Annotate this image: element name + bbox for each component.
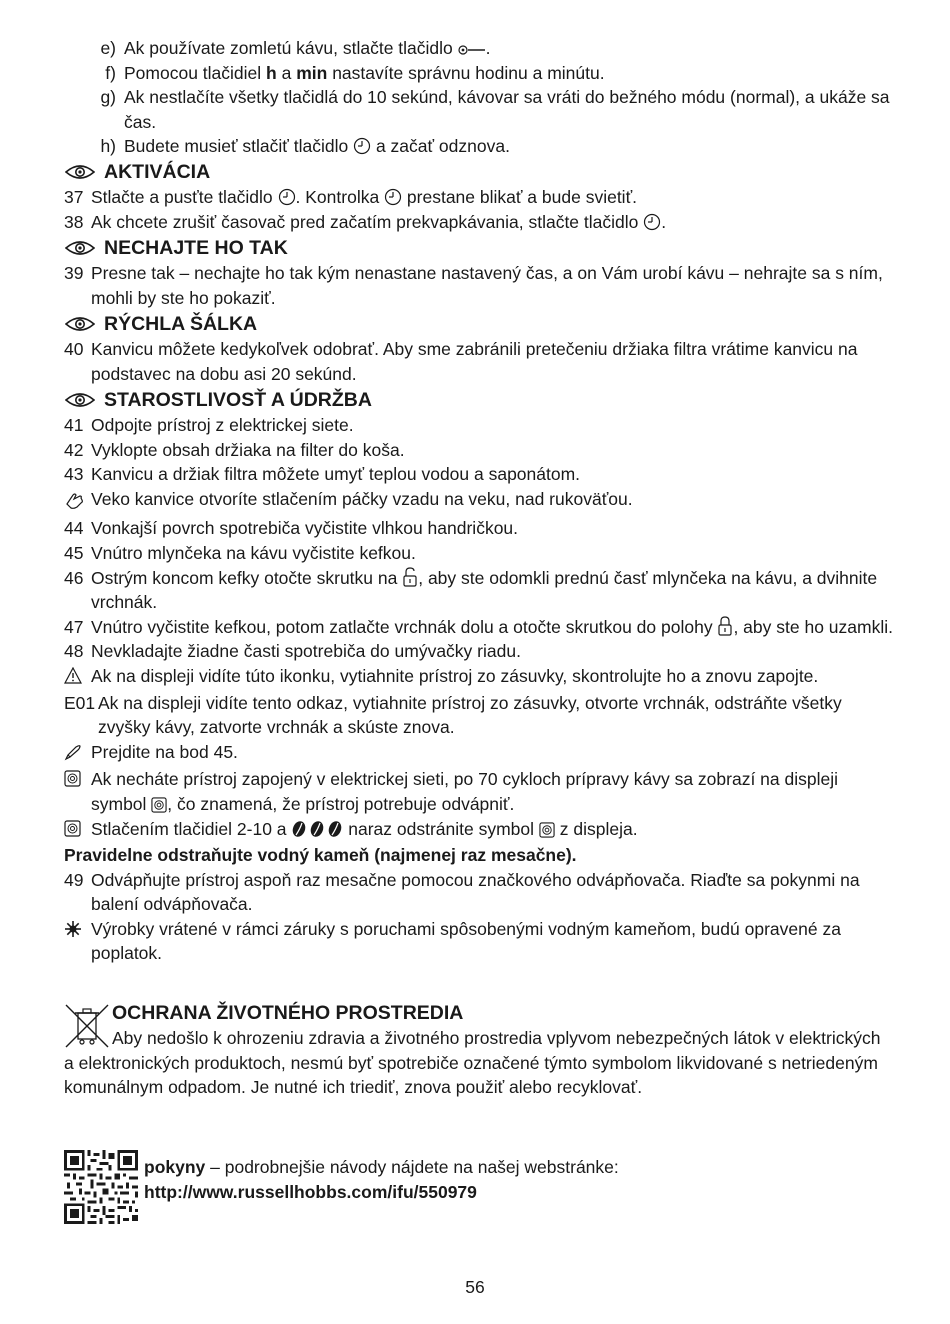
burst-icon (64, 920, 82, 938)
section-heading-leave: NECHAJTE HO TAK (64, 235, 894, 261)
list-item: 38 Ak chcete zrušiť časovač pred začatím prekvapkávania, stlačte tlačidlo . (64, 211, 667, 232)
step-label: g) (100, 87, 116, 108)
list-item: 48 Nevkladajte žiadne časti spotrebiča do umývačky riadu. (64, 641, 521, 662)
section-heading-quick: RÝCHLA ŠÁLKA (64, 311, 894, 337)
section-heading-care: STAROSTLIVOSŤ A ÚDRŽBA (64, 387, 894, 413)
descale-icon (64, 820, 81, 837)
ground-coffee-icon (458, 43, 486, 57)
list-item: 46 Ostrým koncom kefky otočte skrutku na , aby ste odomkli prednú časť mlynčeka na kávu, a dvihnite vrchnák. (64, 567, 878, 613)
brush-icon (64, 743, 82, 761)
list-item: 40 Kanvicu môžete kedykoľvek odobrať. Aby sme zabránili pretečeniu držiaka filtra vrátime kanvicu na podstavec na dobu asi 20 sekúnd. (64, 339, 858, 384)
care-list (64, 413, 894, 966)
clock-icon (384, 188, 402, 206)
list-item: Prejdite na bod 45. (64, 740, 894, 768)
descale-icon (539, 822, 555, 838)
environment-section (64, 1000, 894, 1100)
list-item: 44 Vonkajší povrch spotrebiča vyčistite vlhkou handričkou. (64, 518, 519, 539)
list-item: 42 Vyklopte obsah držiaka na filter do koša. (64, 439, 405, 460)
lock-icon (717, 616, 733, 636)
step-label: e) (100, 38, 116, 58)
clock-icon (278, 188, 296, 206)
weee-bin-icon (64, 1002, 110, 1050)
descale-note: Pravidelne odstraňujte vodný kameň (najmenej raz mesačne). (64, 845, 577, 866)
list-item: Veko kanvice otvoríte stlačením páčky vzadu na veku, nad rukoväťou. (64, 487, 894, 517)
page-number: 56 (465, 1277, 485, 1297)
section-heading-activation: AKTIVÁCIA (64, 159, 894, 185)
clock-icon (643, 213, 661, 231)
hand-press-icon (64, 490, 86, 510)
list-item: Ak na displeji vidíte túto ikonku, vytiahnite prístroj zo zásuvky, skontrolujte ho a znovu zapojte. (64, 664, 894, 691)
list-item: 39 Presne tak – nechajte ho tak kým nenastane nastavený čas, a on Vám urobí kávu – nehrajte sa s ním, mohli by ste ho pokaziť. (64, 263, 883, 308)
step-h: h) Budete musieť stlačiť tlačidlo a začať odznova. (64, 134, 894, 159)
qr-code (64, 1150, 138, 1224)
step-e: e) Ak používate zomletú kávu, stlačte tlačidlo . (64, 36, 894, 61)
list-item: Stlačením tlačidiel 2-10 a naraz odstránite symbol z displeja. (64, 817, 894, 844)
clock-icon (353, 137, 371, 155)
step-label: f) (105, 62, 116, 83)
list-item: Ak necháte prístroj zapojený v elektrickej sieti, po 70 cykloch prípravy kávy sa zobrazí na displeji symbol , čo znamená, že prístroj potrebuje odvápniť. (64, 767, 894, 816)
step-label: h) (100, 136, 116, 157)
descale-icon (64, 770, 81, 787)
list-item: 47 Vnútro vyčistite kefkou, potom zatlačte vrchnák dolu a otočte skrutkou do polohy , aby ste ho uzamkli. (64, 616, 893, 637)
sub-steps (64, 36, 894, 159)
list-item: 37 Stlačte a pusťte tlačidlo . Kontrolka prestane blikať a bude svietiť. (64, 187, 637, 207)
coffee-beans-icon (291, 820, 343, 838)
step-f: f) Pomocou tlačidiel h a min nastavíte správnu hodinu a minútu. (64, 61, 894, 86)
eye-icon (65, 239, 95, 257)
list-item: 43 Kanvicu a držiak filtra môžete umyť teplou vodou a saponátom. (64, 464, 581, 485)
list-item: 41 Odpojte prístroj z elektrickej siete. (64, 415, 354, 435)
descale-icon (151, 797, 167, 813)
activation-list (64, 185, 894, 234)
section-heading-environment: OCHRANA ŽIVOTNÉHO PROSTREDIA (112, 1002, 464, 1024)
step-g: g) Ak nestlačíte všetky tlačidlá do 10 sekúnd, kávovar sa vráti do bežného módu (normal), a ukáže sa čas. (64, 85, 894, 134)
quick-list (64, 337, 894, 386)
eye-icon (65, 391, 95, 409)
footer-instructions: pokyny – podrobnejšie návody nájdete na našej webstránke: http://www.russellhobbs.com/ifu/550979 (144, 1155, 904, 1204)
list-item: 49 Odvápňujte prístroj aspoň raz mesačne pomocou značkového odvápňovača. Riaďte sa pokynmi na balení odvápňovača. (64, 869, 860, 915)
eye-icon (65, 163, 95, 181)
leave-list (64, 261, 894, 310)
list-item: E01 Ak na displeji vidíte tento odkaz, vytiahnite prístroj zo zásuvky, otvorte vrchnák, odstráňte všetky zvyšky kávy, zatvorte vrchnák a skúste znova. (64, 692, 842, 738)
list-item: Výrobky vrátené v rámci záruky s poruchami spôsobenými vodným kameňom, budú opravené za poplatok. (64, 917, 894, 966)
eye-icon (65, 315, 95, 333)
list-item: 45 Vnútro mlynčeka na kávu vyčistite kefkou. (64, 542, 416, 563)
manual-url-link[interactable]: http://www.russellhobbs.com/ifu/550979 (144, 1181, 477, 1202)
environment-text: Aby nedošlo k ohrozeniu zdravia a životného prostredia vplyvom nebezpečných látok v elektrických a elektronických produktoch, nesmú byť spotrebiče označené týmto symbolom likvidované s netriedeným komunálnym odpadom. Je nutné ich triediť, znova použiť alebo recyklovať. (64, 1028, 881, 1098)
warning-icon (64, 667, 82, 684)
unlock-icon (402, 567, 418, 587)
